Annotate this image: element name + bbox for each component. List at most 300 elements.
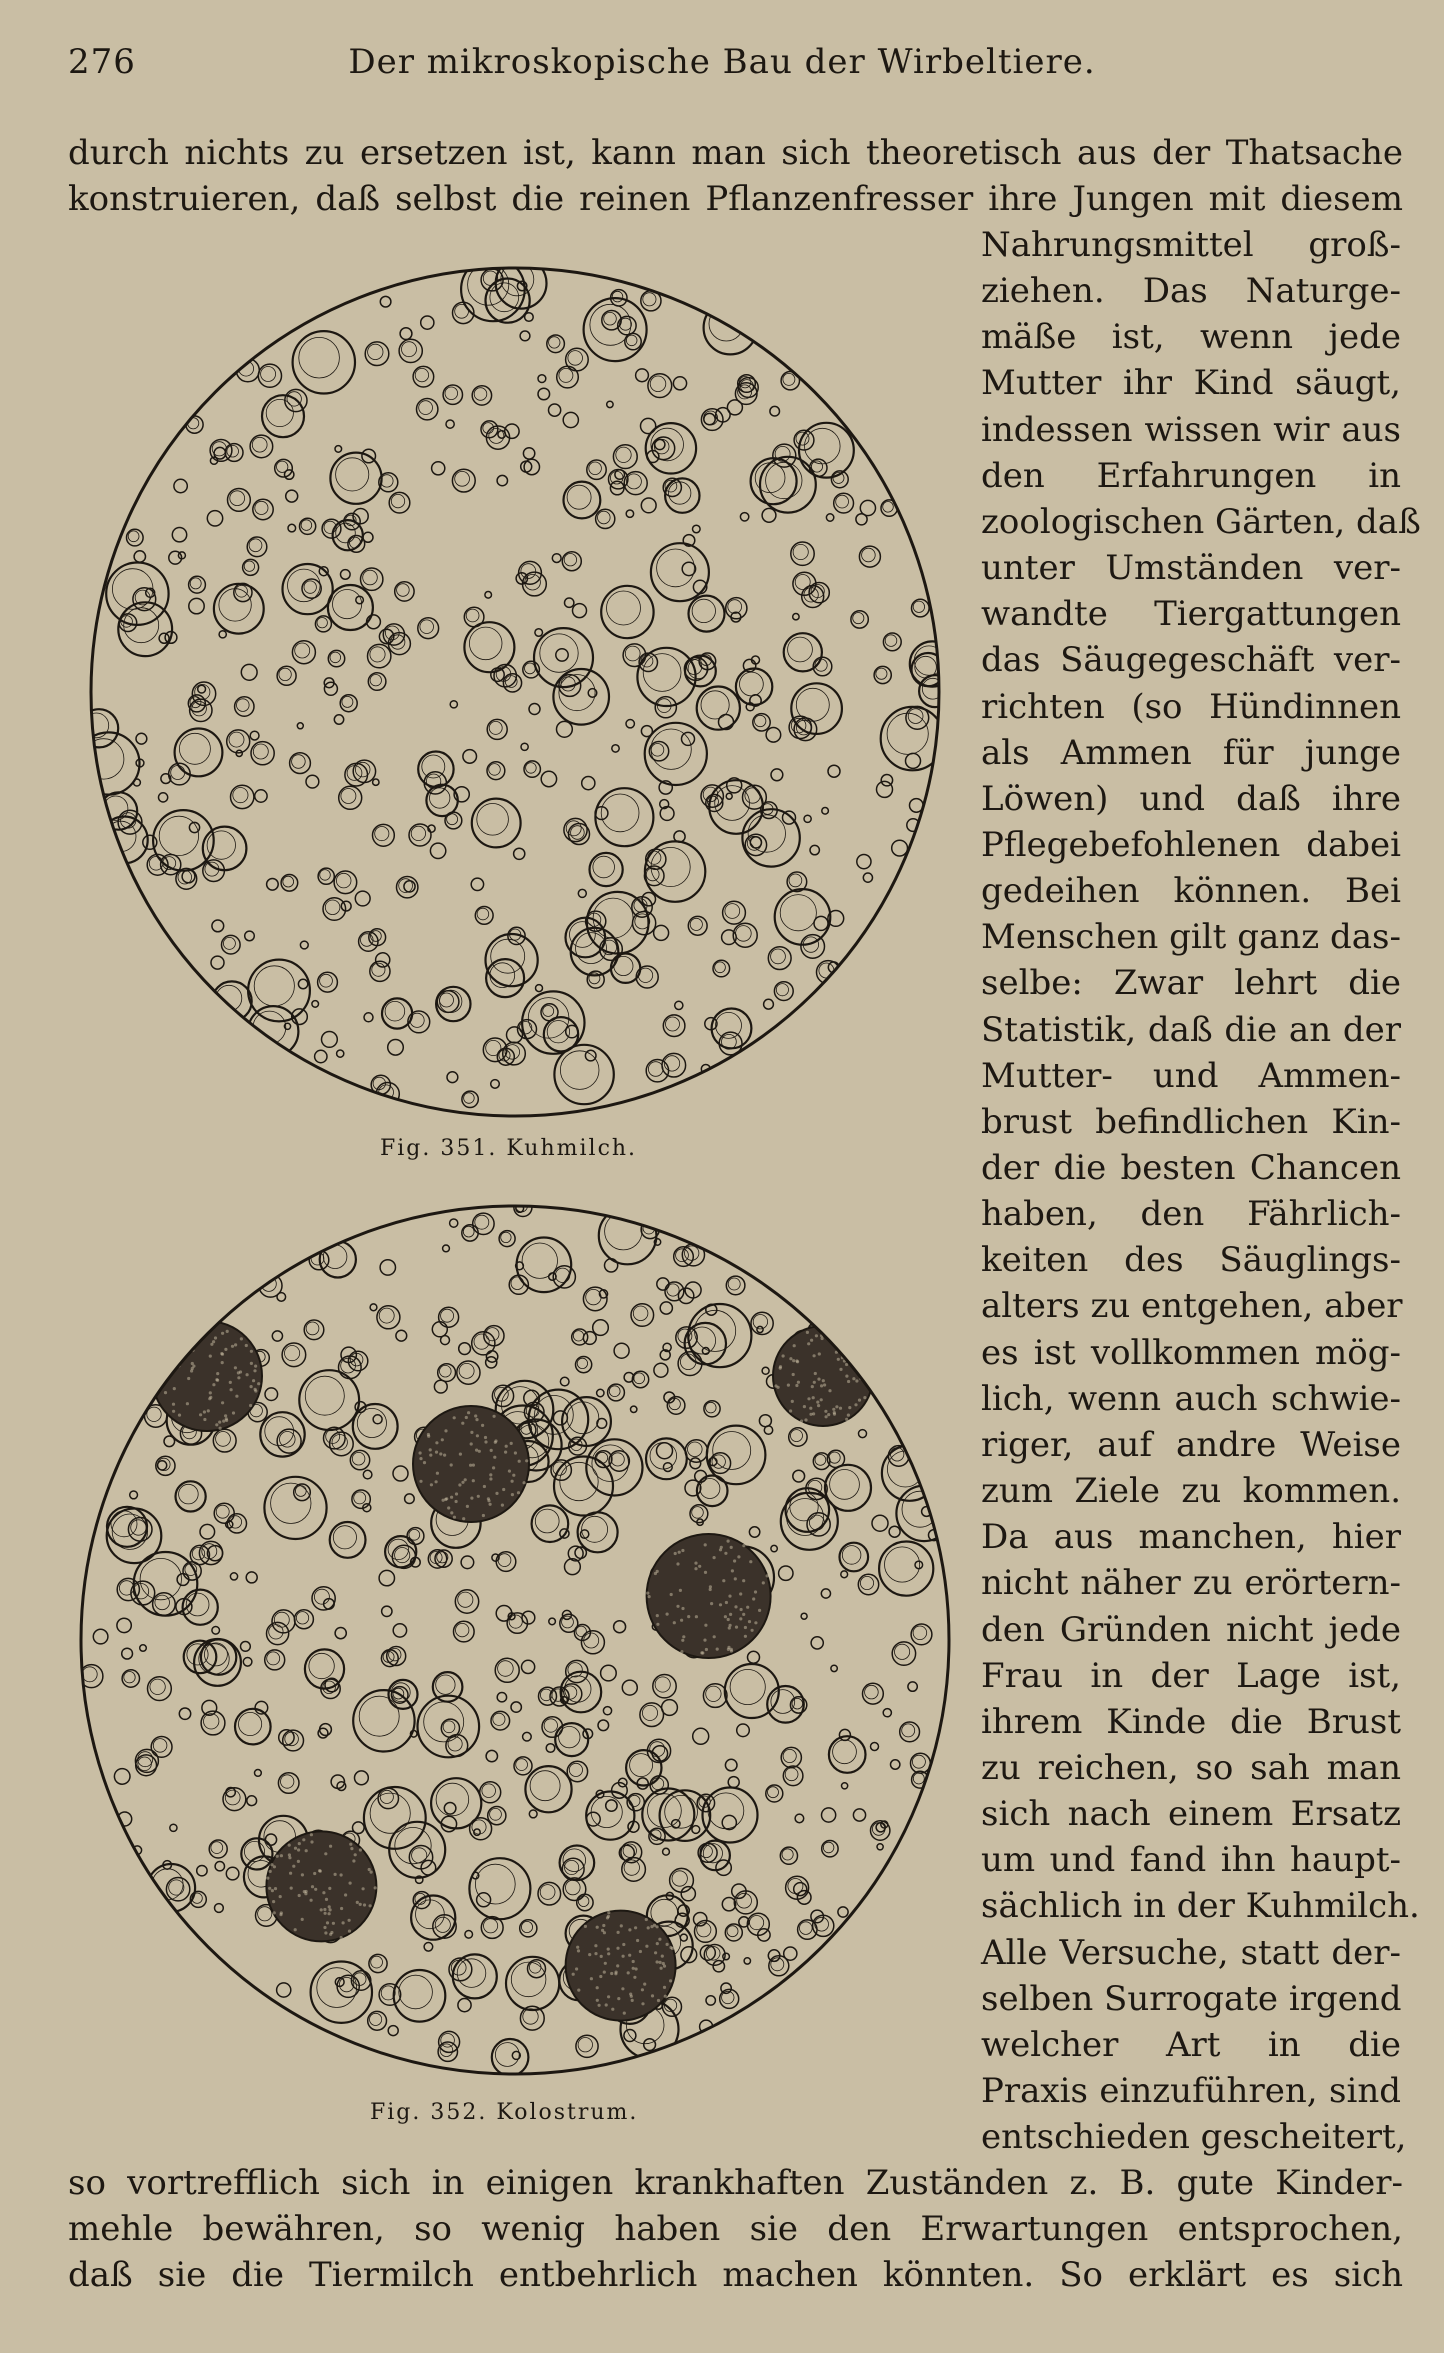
- milk-globule: [552, 554, 561, 563]
- globule-highlight: [842, 1546, 861, 1565]
- body-stipple: [694, 1562, 697, 1565]
- body-stipple: [450, 1496, 453, 1499]
- body-stipple: [729, 1613, 732, 1616]
- milk-globule: [784, 633, 822, 671]
- milk-globule: [822, 808, 829, 815]
- globule-highlight: [523, 2009, 538, 2024]
- milk-globule: [528, 1960, 546, 1978]
- body-stipple: [435, 1451, 438, 1454]
- body-stipple: [766, 1574, 769, 1577]
- globule-highlight: [190, 578, 201, 589]
- body-stipple: [252, 1379, 255, 1382]
- globule-highlight: [305, 1376, 344, 1415]
- milk-globule: [461, 1556, 474, 1569]
- milk-globule: [140, 1645, 147, 1652]
- body-stipple: [810, 1339, 813, 1342]
- globule-highlight: [436, 1675, 455, 1694]
- body-stipple: [704, 1624, 707, 1627]
- body-stipple: [651, 1994, 654, 1997]
- globule-highlight: [795, 575, 810, 590]
- body-stipple: [813, 1354, 816, 1357]
- globule-highlight: [586, 1289, 601, 1304]
- body-stipple: [212, 1383, 215, 1386]
- milk-globule: [636, 369, 649, 382]
- globule-highlight: [440, 1365, 452, 1377]
- body-stipple: [453, 1516, 456, 1519]
- milk-globule: [693, 525, 701, 533]
- body-stipple: [472, 1479, 475, 1482]
- globule-highlight: [876, 668, 887, 679]
- body-stipple: [292, 1865, 295, 1868]
- body-stipple: [800, 1420, 803, 1423]
- milk-globule: [585, 1050, 596, 1061]
- milk-globule: [879, 1542, 933, 1596]
- milk-globule: [315, 616, 331, 632]
- milk-globule: [395, 582, 414, 601]
- body-stipple: [835, 1327, 838, 1330]
- body-stipple: [186, 1402, 189, 1405]
- body-stipple: [634, 1926, 637, 1929]
- body-stipple: [210, 1343, 213, 1346]
- milk-globule: [241, 1838, 272, 1869]
- milk-globule: [549, 1273, 556, 1280]
- milk-globule: [622, 1680, 637, 1695]
- body-stipple: [749, 1560, 752, 1563]
- milk-globule: [446, 420, 454, 428]
- milk-globule: [176, 1481, 206, 1511]
- milk-globule: [602, 311, 621, 330]
- milk-globule: [626, 510, 633, 517]
- milk-globule: [418, 1696, 480, 1758]
- body-stipple: [250, 1385, 253, 1388]
- body-stipple: [310, 1840, 313, 1843]
- body-stipple: [796, 1360, 799, 1363]
- body-stipple: [661, 1955, 664, 1958]
- globule-highlight: [560, 1051, 599, 1090]
- milk-globule: [532, 1505, 569, 1542]
- milk-globule: [438, 1364, 456, 1382]
- body-stipple: [740, 1608, 743, 1611]
- milk-globule: [322, 1032, 338, 1048]
- body-stipple: [818, 1352, 821, 1355]
- body-stipple: [716, 1648, 719, 1651]
- body-stipple: [820, 1398, 823, 1401]
- body-stipple: [713, 1556, 716, 1559]
- milk-globule: [586, 1439, 642, 1495]
- milk-globule: [480, 1782, 501, 1803]
- milk-globule: [622, 1858, 646, 1882]
- body-stipple: [427, 1435, 430, 1438]
- milk-globule: [853, 1809, 865, 1821]
- milk-globule: [293, 331, 355, 393]
- globule-highlight: [727, 1926, 738, 1937]
- globule-highlight: [266, 399, 293, 426]
- globule-highlight: [370, 675, 381, 686]
- milk-globule: [863, 1683, 884, 1704]
- milk-globule: [350, 1450, 369, 1469]
- milk-globule: [200, 1524, 215, 1539]
- text-line: zum Ziele zu kommen.: [981, 1471, 1401, 1512]
- globule-highlight: [593, 898, 633, 938]
- body-stipple: [178, 1414, 181, 1417]
- body-stipple: [673, 1621, 676, 1624]
- milk-globule: [590, 853, 623, 886]
- body-stipple: [207, 1409, 210, 1412]
- milk-globule: [210, 440, 232, 462]
- body-stipple: [752, 1597, 755, 1600]
- globule-highlight: [800, 1922, 813, 1935]
- body-stipple: [472, 1464, 475, 1467]
- body-stipple: [172, 1410, 175, 1413]
- globule-highlight: [571, 826, 585, 840]
- body-stipple: [363, 1903, 366, 1906]
- globule-highlight: [829, 1452, 840, 1463]
- body-stipple: [483, 1485, 486, 1488]
- milk-globule: [243, 559, 259, 575]
- body-stipple: [727, 1540, 730, 1543]
- milk-globule: [298, 979, 307, 988]
- milk-globule: [891, 1760, 900, 1769]
- milk-globule: [389, 1822, 445, 1878]
- body-stipple: [646, 1592, 649, 1595]
- milk-globule: [578, 889, 586, 897]
- body-stipple: [821, 1337, 824, 1340]
- milk-globule: [789, 1428, 807, 1446]
- milk-globule: [744, 1958, 750, 1964]
- body-stipple: [730, 1546, 733, 1549]
- milk-globule: [450, 1219, 458, 1227]
- body-stipple: [269, 1870, 272, 1873]
- milk-globule: [520, 1920, 537, 1937]
- body-stipple: [229, 1381, 232, 1384]
- milk-globule: [341, 570, 351, 580]
- milk-globule: [801, 935, 825, 959]
- figure-351-caption: Fig. 351. Kuhmilch.: [380, 1136, 638, 1161]
- milk-globule: [243, 1658, 252, 1667]
- body-stipple: [250, 1362, 253, 1365]
- milk-globule: [355, 891, 370, 906]
- body-stipple: [325, 1898, 328, 1901]
- milk-globule: [598, 1720, 609, 1731]
- body-stipple: [476, 1434, 479, 1437]
- body-stipple: [617, 1997, 620, 2000]
- body-stipple: [815, 1334, 818, 1337]
- body-stipple: [598, 2004, 601, 2007]
- milk-globule: [299, 1370, 359, 1430]
- body-stipple: [274, 1887, 277, 1890]
- milk-globule: [255, 1770, 262, 1777]
- globule-highlight: [236, 585, 248, 597]
- globule-highlight: [443, 1721, 455, 1733]
- milk-globule: [522, 991, 584, 1053]
- globule-highlight: [685, 1246, 699, 1260]
- body-stipple: [669, 1946, 672, 1949]
- milk-globule: [378, 1788, 398, 1808]
- text-line: haben, den Fährlich-: [981, 1194, 1401, 1235]
- milk-globule: [334, 715, 343, 724]
- body-stipple: [658, 1938, 661, 1941]
- milk-globule: [587, 460, 606, 479]
- globule-highlight: [577, 1358, 587, 1368]
- body-stipple: [465, 1416, 468, 1419]
- milk-globule: [318, 972, 338, 992]
- globule-highlight: [578, 2038, 592, 2052]
- globule-highlight: [566, 1880, 581, 1895]
- milk-globule: [672, 1820, 680, 1828]
- milk-globule: [710, 1453, 731, 1474]
- body-stipple: [467, 1411, 470, 1414]
- text-line: als Ammen für junge: [981, 732, 1401, 773]
- body-stipple: [734, 1605, 737, 1608]
- body-stipple: [596, 1926, 599, 1929]
- milk-globule: [748, 1651, 760, 1663]
- milk-globule: [781, 1747, 801, 1767]
- body-stipple: [709, 1588, 712, 1591]
- globule-highlight: [489, 721, 502, 734]
- globule-highlight: [341, 789, 356, 804]
- body-stipple: [659, 1961, 662, 1964]
- body-stipple: [352, 1859, 355, 1862]
- milk-globule: [473, 1213, 494, 1234]
- body-stipple: [523, 1481, 526, 1484]
- milk-globule: [275, 459, 293, 477]
- body-stipple: [314, 1888, 317, 1891]
- body-stipple: [313, 1872, 316, 1875]
- body-stipple: [839, 1368, 842, 1371]
- milk-globule: [302, 579, 321, 598]
- body-stipple: [825, 1415, 828, 1418]
- milk-globule: [382, 1606, 392, 1616]
- milk-globule: [759, 1415, 771, 1427]
- globule-highlight: [314, 1589, 329, 1604]
- milk-globule: [373, 824, 395, 846]
- milk-globule: [215, 1862, 224, 1871]
- milk-globule: [432, 1322, 447, 1337]
- milk-globule: [733, 923, 757, 947]
- milk-globule: [322, 519, 341, 538]
- body-stipple: [645, 1918, 648, 1921]
- globule-highlight: [82, 1667, 97, 1682]
- body-stipple: [758, 1609, 761, 1612]
- milk-globule: [646, 423, 696, 473]
- body-stipple: [847, 1380, 850, 1383]
- body-stipple: [279, 1895, 282, 1898]
- body-stipple: [620, 1924, 623, 1927]
- body-stipple: [481, 1424, 484, 1427]
- milk-globule: [424, 1943, 433, 1952]
- body-stipple: [215, 1423, 218, 1426]
- milk-globule: [821, 1589, 830, 1598]
- milk-globule: [492, 2039, 529, 2076]
- milk-globule: [392, 1545, 415, 1568]
- globule-highlight: [422, 755, 445, 778]
- milk-globule: [241, 1642, 251, 1652]
- milk-globule: [222, 935, 241, 954]
- milk-globule: [159, 793, 168, 802]
- body-stipple: [656, 1623, 659, 1626]
- milk-globule: [209, 1840, 227, 1858]
- milk-globule: [883, 633, 901, 651]
- running-title: Der mikroskopische Bau der Wirbeltiere.: [348, 42, 1096, 82]
- globule-highlight: [516, 1759, 528, 1771]
- body-stipple: [824, 1410, 827, 1413]
- body-stipple: [166, 1360, 169, 1363]
- milk-globule: [814, 916, 828, 930]
- globule-highlight: [370, 647, 385, 662]
- globule-highlight: [225, 1790, 240, 1805]
- body-stipple: [226, 1330, 229, 1333]
- body-stipple: [254, 1388, 257, 1391]
- globule-highlight: [279, 668, 291, 680]
- body-stipple: [681, 1639, 684, 1642]
- milk-globule: [538, 1882, 561, 1905]
- milk-globule: [562, 552, 581, 571]
- body-stipple: [298, 1894, 301, 1897]
- body-stipple: [319, 1870, 322, 1873]
- milk-globule: [368, 673, 386, 691]
- body-stipple: [489, 1477, 492, 1480]
- globule-highlight: [455, 471, 470, 486]
- milk-globule: [728, 1777, 739, 1788]
- body-stipple: [444, 1429, 447, 1432]
- milk-globule: [230, 1573, 237, 1580]
- milk-globule: [522, 1611, 535, 1624]
- globule-highlight: [330, 652, 341, 663]
- body-stipple: [444, 1498, 447, 1501]
- body-stipple: [839, 1407, 842, 1410]
- body-stipple: [219, 1427, 222, 1430]
- body-stipple: [748, 1620, 751, 1623]
- globule-highlight: [219, 589, 251, 621]
- text-line: selben Surrogate irgend: [981, 1978, 1402, 2019]
- milk-globule: [503, 674, 521, 692]
- body-stipple: [660, 1967, 663, 1970]
- globule-highlight: [435, 1917, 450, 1932]
- milk-globule: [780, 1847, 797, 1864]
- milk-globule: [166, 1878, 189, 1901]
- body-stipple: [662, 1962, 665, 1965]
- body-stipple: [694, 1567, 697, 1570]
- globule-highlight: [601, 794, 639, 832]
- body-stipple: [311, 1885, 314, 1888]
- milk-globule: [637, 1778, 648, 1789]
- body-stipple: [172, 1403, 175, 1406]
- milk-globule: [689, 596, 725, 632]
- body-stipple: [654, 1572, 657, 1575]
- body-stipple: [656, 1960, 659, 1963]
- body-stipple: [797, 1381, 800, 1384]
- milk-globule: [304, 1320, 324, 1340]
- milk-globule: [499, 1231, 515, 1247]
- milk-globule: [673, 377, 686, 390]
- milk-globule: [364, 1787, 426, 1849]
- body-stipple: [237, 1371, 240, 1374]
- milk-globule: [417, 399, 438, 420]
- globule-highlight: [370, 1793, 410, 1833]
- body-stipple: [435, 1441, 438, 1444]
- body-stipple: [584, 1925, 587, 1928]
- globule-highlight: [672, 1871, 687, 1886]
- globule-highlight: [883, 502, 894, 513]
- milk-globule: [564, 482, 601, 519]
- colostrum-body: [647, 1534, 771, 1658]
- globule-highlight: [853, 613, 864, 624]
- text-line: nicht näher zu erörtern-: [981, 1563, 1401, 1604]
- globule-highlight: [573, 1331, 583, 1341]
- globule-highlight: [780, 895, 816, 931]
- milk-globule: [681, 1887, 695, 1901]
- milk-globule: [465, 1931, 473, 1939]
- body-stipple: [687, 1615, 690, 1618]
- globule-highlight: [625, 646, 640, 661]
- milk-globule: [389, 492, 410, 513]
- body-stipple: [245, 1344, 248, 1347]
- body-stipple: [630, 1995, 633, 1998]
- globule-highlight: [306, 1322, 319, 1335]
- milk-globule: [197, 1866, 207, 1876]
- milk-globule: [348, 1351, 367, 1370]
- globule-highlight: [491, 939, 525, 973]
- milk-globule: [520, 331, 530, 341]
- text-line: Nahrungsmittel groß-: [981, 225, 1401, 265]
- milk-globule: [546, 1744, 555, 1753]
- body-stipple: [462, 1517, 465, 1520]
- milk-globule: [749, 1527, 759, 1537]
- milk-globule: [723, 901, 746, 924]
- globule-highlight: [415, 368, 428, 381]
- globule-highlight: [768, 1787, 779, 1798]
- milk-globule: [863, 873, 872, 882]
- body-stipple: [208, 1397, 211, 1400]
- globule-highlight: [379, 1308, 394, 1323]
- text-line: sich nach einem Ersatz: [981, 1794, 1401, 1835]
- milk-globule: [459, 1343, 471, 1355]
- milk-globule: [214, 584, 264, 634]
- milk-globule: [498, 431, 506, 439]
- milk-globule: [174, 479, 187, 492]
- body-stipple: [596, 1999, 599, 2002]
- milk-globule: [547, 335, 565, 353]
- globule-highlight: [458, 1592, 473, 1607]
- globule-highlight: [389, 1648, 401, 1660]
- body-stipple: [224, 1348, 227, 1351]
- milk-globule: [626, 1750, 661, 1785]
- colostrum-body: [266, 1831, 376, 1941]
- globule-highlight: [788, 637, 813, 662]
- body-stipple: [681, 1549, 684, 1552]
- body-stipple: [374, 1886, 377, 1889]
- milk-globule: [678, 1288, 693, 1303]
- milk-globule: [536, 985, 543, 992]
- body-stipple: [854, 1353, 857, 1356]
- milk-globule: [822, 1808, 836, 1822]
- globule-highlight: [267, 1652, 280, 1665]
- globule-highlight: [562, 1616, 574, 1628]
- milk-globule: [405, 1494, 415, 1504]
- body-stipple: [724, 1615, 727, 1618]
- body-stipple: [739, 1592, 742, 1595]
- milk-globule: [400, 328, 412, 340]
- globule-highlight: [280, 1432, 296, 1448]
- milk-globule: [911, 1753, 931, 1773]
- milk-globule: [134, 551, 145, 562]
- globule-highlight: [593, 856, 615, 878]
- body-stipple: [435, 1480, 438, 1483]
- milk-globule: [675, 1001, 683, 1009]
- body-stipple: [657, 1999, 660, 2002]
- globule-highlight: [477, 908, 489, 920]
- milk-globule: [278, 1773, 299, 1794]
